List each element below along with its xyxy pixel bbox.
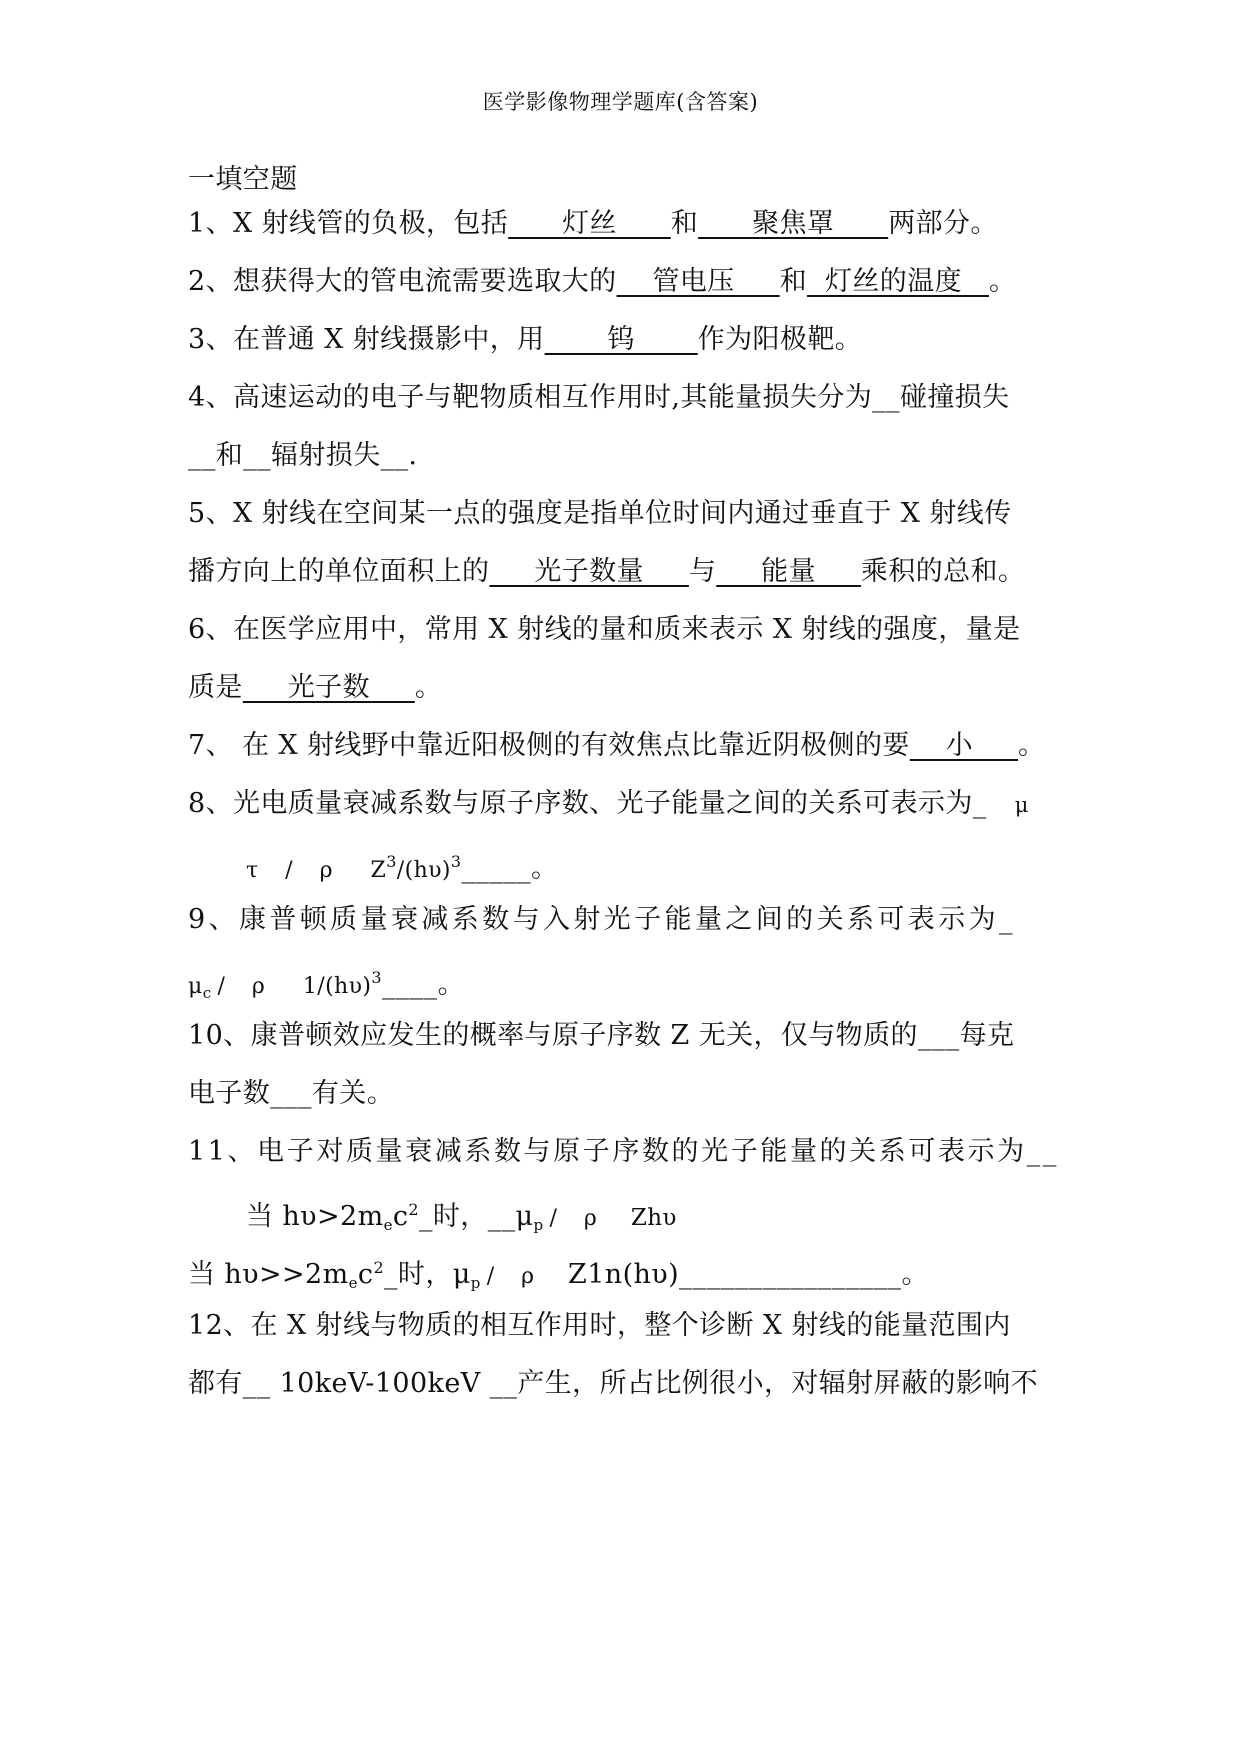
q2-answer-2: 灯丝的温度 xyxy=(807,266,989,297)
q8-z: Z xyxy=(370,858,387,883)
question-11-line-3 xyxy=(188,1248,929,1303)
q2-text-mid: 和 xyxy=(779,266,808,297)
q8-mu-symbol: μ xyxy=(1014,793,1029,817)
q6-answer-1: 光子数 xyxy=(242,672,415,703)
question-8-line-1 xyxy=(188,784,1029,825)
q11-cond2-sub: e xyxy=(348,1274,358,1292)
q11-cond2-exp: 2 xyxy=(373,1258,385,1277)
question-12-line-1: 12、在 X 射线与物质的相互作用时，整个诊断 X 射线的能量范围内 xyxy=(188,1310,1011,1341)
q8-tau-rho: τ / ρ xyxy=(246,858,343,883)
question-3 xyxy=(188,320,862,360)
q9-mu-sub: c xyxy=(202,984,212,1002)
question-8-line-2 xyxy=(246,842,558,891)
q5-text-pre: 播方向上的单位面积上的 xyxy=(188,556,490,587)
q11-cond2-when: _时，μ xyxy=(384,1259,471,1290)
q5-answer-1: 光子数量 xyxy=(489,556,689,587)
q5-text-mid: 与 xyxy=(688,556,717,587)
q1-text-pre: 1、X 射线管的负极，包括 xyxy=(188,208,509,239)
q7-text-pre: 7、 在 X 射线野中靠近阳极侧的有效焦点比靠近阴极侧的要 xyxy=(188,730,910,761)
q11-cond1-when: _时，__μ xyxy=(419,1201,534,1232)
q9-hv-exp: 3 xyxy=(371,968,382,987)
q11-cond1-exp: 2 xyxy=(408,1200,419,1219)
q1-text-mid: 和 xyxy=(670,208,699,239)
q8-text: 8、光电质量衰减系数与原子序数、光子能量之间的关系可表示为_ xyxy=(188,788,987,819)
q11-mu1-sub: p xyxy=(533,1216,544,1234)
q11-cond2: 当 hυ>>2m xyxy=(188,1259,349,1290)
question-7 xyxy=(188,726,1045,766)
question-11-line-1: 11、电子对质量衰减系数与原子序数的光子能量的关系可表示为__ xyxy=(188,1136,1059,1167)
q11-zln: Z1n(hυ)________________。 xyxy=(568,1259,929,1290)
question-4-line-1: 4、高速运动的电子与靶物质相互作用时,其能量损失分为__碰撞损失 xyxy=(188,382,1010,413)
document-header: 医学影像物理学题库(含答案) xyxy=(482,90,759,114)
q11-cond1-sub: e xyxy=(383,1216,393,1234)
q11-cond2-c: c xyxy=(357,1259,374,1290)
question-2 xyxy=(188,262,1016,302)
q2-answer-1: 管电压 xyxy=(616,266,780,297)
q11-zhv: Zhυ xyxy=(630,1205,677,1231)
question-10-line-1: 10、康普顿效应发生的概率与原子序数 Z 无关，仅与物质的___每克 xyxy=(188,1020,1015,1051)
question-5-line-2 xyxy=(188,552,1025,592)
question-6-line-2 xyxy=(188,668,442,708)
section-title: 一填空题 xyxy=(188,164,298,195)
q3-text-pre: 3、在普通 X 射线摄影中，用 xyxy=(188,324,545,355)
q1-answer-1: 灯丝 xyxy=(508,208,671,239)
q11-rho2: / ρ xyxy=(486,1264,545,1289)
question-6-line-1: 6、在医学应用中，常用 X 射线的量和质来表示 X 射线的强度，量是 xyxy=(188,614,1021,645)
q11-rho1: / ρ xyxy=(549,1206,607,1231)
q6-text-pre: 质是 xyxy=(188,672,243,703)
q8-z-exp: 3 xyxy=(386,852,397,871)
q8-hv: /(hυ) xyxy=(396,858,451,883)
q1-answer-2: 聚焦罩 xyxy=(698,208,889,239)
question-11-line-2 xyxy=(246,1190,677,1245)
q9-mu: μ xyxy=(188,974,203,999)
q3-text-post: 作为阳极靶。 xyxy=(697,324,863,355)
q8-blank: _____。 xyxy=(461,853,559,884)
question-4-line-2: __和__辐射损失__. xyxy=(188,440,418,471)
question-1 xyxy=(188,204,998,244)
q9-rho: / ρ xyxy=(217,974,275,999)
q8-hv-exp: 3 xyxy=(450,852,462,871)
q3-answer-1: 钨 xyxy=(544,324,698,355)
q11-cond1: 当 hυ>2m xyxy=(246,1201,384,1232)
q9-hv: 1/(hυ) xyxy=(302,974,372,999)
q7-answer-1: 小 xyxy=(909,730,1018,761)
q7-text-post: 。 xyxy=(1018,730,1046,761)
question-9-line-2 xyxy=(188,958,465,1013)
q11-mu2-sub: p xyxy=(470,1274,481,1292)
q5-answer-2: 能量 xyxy=(716,556,861,587)
question-9-line-1: 9、康普顿质量衰减系数与入射光子能量之间的关系可表示为_ xyxy=(188,904,1016,935)
question-12-line-2: 都有__ 10keV-100keV __产生，所占比例很小，对辐射屏蔽的影响不 xyxy=(188,1368,1038,1399)
q2-text-post: 。 xyxy=(988,266,1017,297)
question-10-line-2: 电子数___有关。 xyxy=(188,1078,395,1109)
q1-text-post: 两部分。 xyxy=(888,208,998,239)
q6-text-post: 。 xyxy=(414,672,443,703)
q2-text-pre: 2、想获得大的管电流需要选取大的 xyxy=(188,266,617,297)
q9-blank: ____。 xyxy=(381,969,465,1000)
q11-cond1-c: c xyxy=(392,1201,409,1232)
question-5-line-1: 5、X 射线在空间某一点的强度是指单位时间内通过垂直于 X 射线传 xyxy=(188,498,1012,529)
q5-text-post: 乘积的总和。 xyxy=(860,556,1026,587)
